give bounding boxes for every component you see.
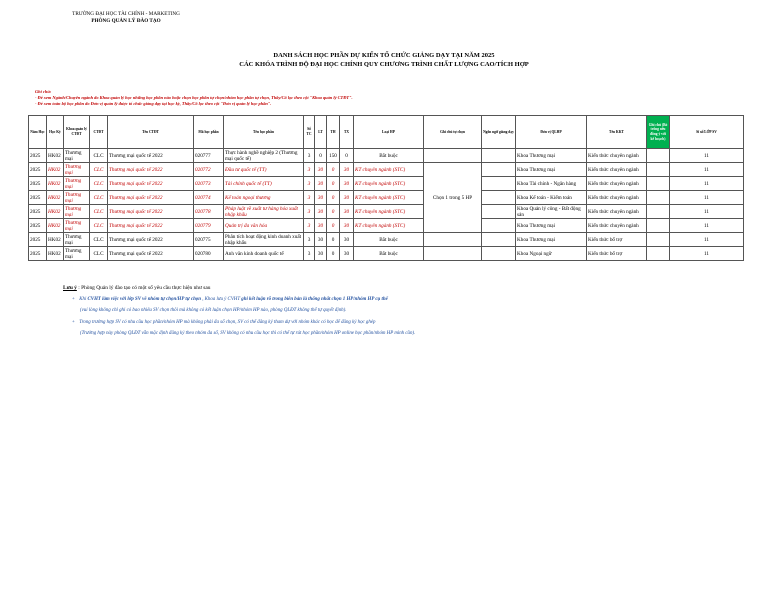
cell-term: HK02	[47, 247, 64, 261]
note-block	[35, 89, 353, 107]
cell-program-name: Thương mại quốc tế 2022	[108, 191, 194, 205]
org-header	[66, 11, 186, 25]
cell-course-name: Kế toán ngoại thương	[224, 191, 304, 205]
col-header[interactable]: Tên CTĐT	[108, 116, 194, 149]
cell-type: Bắt buộc	[354, 247, 424, 261]
col-header[interactable]: CTĐT	[90, 116, 108, 149]
cell-tx: 30	[340, 233, 354, 247]
cell-credits: 3	[304, 219, 315, 233]
bullet-2-text: Trong trường hợp SV có nhu cầu học phần/nhóm HP mà không phải đa số chọn, SV có thể đăng ký tham dự với nhóm khác có học để đăng ký học ghép	[79, 320, 376, 325]
cell-knowledge: Kiến thức chuyên ngành	[587, 177, 647, 191]
cell-faculty: Thương mại	[64, 219, 90, 233]
table-row[interactable]	[29, 233, 744, 247]
cell-course-code: 020780	[194, 247, 224, 261]
note-label: Ghi chú:	[35, 89, 52, 94]
cell-program: CLC	[90, 191, 108, 205]
cell-knowledge: Kiến thức chuyên ngành	[587, 149, 647, 163]
cell-remark[interactable]	[647, 191, 670, 205]
col-header[interactable]: Năm Học	[29, 116, 47, 149]
cell-class-size: 11	[670, 191, 744, 205]
cell-course-name: Pháp luật về xuất tư hàng hóa xuất nhập khẩu	[224, 205, 304, 219]
cell-credits: 3	[304, 233, 315, 247]
bullet-icon: +	[72, 320, 75, 325]
cell-program-name: Thương mại quốc tế 2022	[108, 149, 194, 163]
table-row[interactable]	[29, 191, 744, 205]
table-row[interactable]	[29, 149, 744, 163]
cell-program: CLC	[90, 149, 108, 163]
cell-class-size: 11	[670, 163, 744, 177]
cell-knowledge: Kiến thức bổ trợ	[587, 233, 647, 247]
cell-unit: Khoa Quản lý công - Bất động sản	[516, 205, 587, 219]
cell-term: HK02	[47, 177, 64, 191]
cell-type: KT chuyên ngành (STC)	[354, 219, 424, 233]
cell-knowledge: Kiến thức chuyên ngành	[587, 219, 647, 233]
cell-term: HK02	[47, 205, 64, 219]
col-header[interactable]: Sĩ số/LỚP SV	[670, 116, 744, 149]
cell-class-size: 11	[670, 219, 744, 233]
col-header[interactable]: Ngôn ngữ giảng dạy	[482, 116, 516, 149]
cell-faculty: Thương mại	[64, 163, 90, 177]
cell-course-code: 020777	[194, 149, 224, 163]
cell-unit: Khoa Thương mại	[516, 163, 587, 177]
cell-course-code: 020778	[194, 205, 224, 219]
cell-tx: 0	[340, 149, 354, 163]
bullet-1-a: Khi	[79, 297, 87, 302]
cell-program-name: Thương mại quốc tế 2022	[108, 219, 194, 233]
cell-type: Bắt buộc	[354, 149, 424, 163]
cell-remark[interactable]	[647, 163, 670, 177]
cell-language	[482, 149, 516, 163]
title-line1: DANH SÁCH HỌC PHẦN DỰ KIẾN TỔ CHỨC GIẢNG DẠY TẠI NĂM 2025	[273, 52, 495, 59]
table-row[interactable]	[29, 163, 744, 177]
table-row[interactable]	[29, 177, 744, 191]
office-name: PHÒNG QUẢN LÝ ĐÀO TẠO	[91, 18, 161, 24]
cell-class-size: 11	[670, 233, 744, 247]
cell-remark[interactable]	[647, 177, 670, 191]
col-header[interactable]: Khoa quản lý CTĐT	[64, 116, 90, 149]
cell-knowledge: Kiến thức chuyên ngành	[587, 163, 647, 177]
note-line2: - Để xem toàn bộ học phần do Đơn vị quản lý được tổ chức giảng dạy tại học kỳ, Thầy/Cô lọc theo cột "Đơn vị quản lý học phần".	[35, 101, 272, 106]
cell-lt: 30	[315, 191, 327, 205]
cell-credits: 3	[304, 247, 315, 261]
cell-type: KT chuyên ngành (STC)	[354, 163, 424, 177]
cell-class-size: 11	[670, 205, 744, 219]
cell-language	[482, 247, 516, 261]
cell-choice-note	[424, 149, 482, 163]
cell-knowledge: Kiến thức bổ trợ	[587, 247, 647, 261]
bullet-2	[72, 320, 375, 326]
cell-lt: 30	[315, 177, 327, 191]
cell-course-code: 020772	[194, 163, 224, 177]
bullet-1-detail: (vui lòng không chỉ ghi có bao nhiêu SV chọn thôi mà không có kết luận chọn HP/nhóm HP nào, phòng QLĐT không thể tự quyết định).	[80, 308, 347, 313]
note-heading-label: Lưu ý	[63, 285, 77, 291]
bullet-2-detail: (Trường hợp này phòng QLĐT vẫn mặc định đăng ký theo nhóm đa số, SV không có nhu cầu học thì có thể tự rút học phần/nhóm HP online học phần/nhóm HP mình cần).	[80, 331, 416, 336]
cell-course-name: Anh văn kinh doanh quốc tế	[224, 247, 304, 261]
cell-term: HK02	[47, 219, 64, 233]
col-header[interactable]: Số TC	[304, 116, 315, 149]
cell-program-name: Thương mại quốc tế 2022	[108, 205, 194, 219]
cell-unit: Khoa Tài chính - Ngân hàng	[516, 177, 587, 191]
cell-tx: 30	[340, 205, 354, 219]
cell-course-name: Tài chính quốc tế (TT)	[224, 177, 304, 191]
cell-faculty: Thương mại	[64, 233, 90, 247]
cell-language	[482, 163, 516, 177]
cell-lt: 30	[315, 205, 327, 219]
cell-tx: 30	[340, 219, 354, 233]
cell-language	[482, 219, 516, 233]
cell-remark[interactable]	[647, 233, 670, 247]
cell-choice-note	[424, 247, 482, 261]
cell-faculty: Thương mại	[64, 205, 90, 219]
table-row[interactable]	[29, 205, 744, 219]
cell-term: HK02	[47, 233, 64, 247]
cell-program-name: Thương mại quốc tế 2022	[108, 177, 194, 191]
cell-type: KT chuyên ngành (STC)	[354, 191, 424, 205]
table-row[interactable]	[29, 219, 744, 233]
cell-tx: 30	[340, 177, 354, 191]
bullet-1-c: , Khoa lưu ý CVHT	[202, 297, 241, 302]
cell-course-code: 020775	[194, 233, 224, 247]
cell-tx: 30	[340, 247, 354, 261]
cell-tx: 30	[340, 191, 354, 205]
col-header[interactable]: Tên học phần	[224, 116, 304, 149]
col-header[interactable]: LT	[315, 116, 327, 149]
cell-th: 0	[327, 247, 340, 261]
cell-course-code: 020779	[194, 219, 224, 233]
note-line1: - Để xem Ngành/Chuyên ngành do Khoa quản lý học những học phần nào hoặc chọn học phần tự chọn/nhóm học phần tự chọn, Thầy/Cô lọc theo cột "Khoa quản lý CTĐT".	[35, 95, 353, 100]
cell-language	[482, 177, 516, 191]
cell-faculty: Thương mại	[64, 177, 90, 191]
cell-th: 150	[327, 149, 340, 163]
col-header[interactable]: Ghi chú tự chọn	[424, 116, 482, 149]
col-header-highlight[interactable]: Ghi chú (Bỏ trống nếu đồng ý với kế hoạch)	[647, 116, 670, 149]
cell-credits: 3	[304, 163, 315, 177]
cell-tx: 30	[340, 163, 354, 177]
cell-year: 2025	[29, 191, 47, 205]
note-heading-text: : Phòng Quản lý đào tạo có một số yêu cầu thực hiện như sau	[78, 285, 211, 291]
cell-th: 0	[327, 177, 340, 191]
cell-program: CLC	[90, 163, 108, 177]
col-header[interactable]: Học Kỳ	[47, 116, 64, 149]
cell-program: CLC	[90, 177, 108, 191]
cell-course-name: Thực hành nghề nghiệp 2 (Thương mại quốc tế)	[224, 149, 304, 163]
cell-lt: 30	[315, 219, 327, 233]
bullet-1	[72, 297, 388, 303]
cell-language	[482, 205, 516, 219]
cell-course-name: Phân tích hoạt động kinh doanh xuất nhập khẩu	[224, 233, 304, 247]
page-title	[0, 51, 768, 69]
cell-remark[interactable]	[647, 247, 670, 261]
bullet-icon: +	[72, 297, 75, 302]
school-name: TRƯỜNG ĐẠI HỌC TÀI CHÍNH - MARKETING	[72, 11, 180, 17]
cell-unit: Khoa Thương mại	[516, 233, 587, 247]
col-header[interactable]: Loại HP	[354, 116, 424, 149]
col-header[interactable]: Đơn vị QLHP	[516, 116, 587, 149]
cell-unit: Khoa Thương mại	[516, 149, 587, 163]
cell-course-code: 020773	[194, 177, 224, 191]
cell-th: 0	[327, 233, 340, 247]
bullet-1-b: CVHT làm việc với lớp SV về nhóm tự chọn/HP tự chọn	[87, 297, 201, 302]
title-line2: CÁC KHÓA TRÌNH ĐỘ ĐẠI HỌC CHÍNH QUY CHƯƠNG TRÌNH CHẤT LƯỢNG CAO/TÍCH HỢP	[239, 61, 529, 68]
col-header[interactable]: TX	[340, 116, 354, 149]
cell-lt: 0	[315, 149, 327, 163]
cell-class-size: 11	[670, 247, 744, 261]
cell-remark[interactable]	[647, 149, 670, 163]
cell-credits: 3	[304, 205, 315, 219]
cell-program-name: Thương mại quốc tế 2022	[108, 247, 194, 261]
cell-type: KT chuyên ngành (STC)	[354, 205, 424, 219]
cell-credits: 3	[304, 177, 315, 191]
cell-year: 2025	[29, 247, 47, 261]
course-table	[28, 115, 744, 261]
cell-type: Bắt buộc	[354, 233, 424, 247]
cell-course-name: Quản trị đa văn hóa	[224, 219, 304, 233]
col-header[interactable]: Mã học phần	[194, 116, 224, 149]
cell-year: 2025	[29, 163, 47, 177]
cell-term: HK02	[47, 163, 64, 177]
cell-program: CLC	[90, 247, 108, 261]
cell-unit: Khoa Kế toán - Kiểm toán	[516, 191, 587, 205]
cell-program: CLC	[90, 205, 108, 219]
cell-type: KT chuyên ngành (STC)	[354, 177, 424, 191]
cell-year: 2025	[29, 233, 47, 247]
cell-language	[482, 233, 516, 247]
cell-term: HK02	[47, 191, 64, 205]
cell-program: CLC	[90, 219, 108, 233]
cell-credits: 3	[304, 149, 315, 163]
cell-class-size: 11	[670, 149, 744, 163]
cell-th: 0	[327, 219, 340, 233]
cell-unit: Khoa Thương mại	[516, 219, 587, 233]
col-header[interactable]: TH	[327, 116, 340, 149]
cell-credits: 3	[304, 191, 315, 205]
cell-lt: 30	[315, 163, 327, 177]
bullet-1-d: ghi kết luận rõ trong biên bản là thống nhất chọn 1 HP/nhóm HP cụ thể	[241, 297, 388, 302]
cell-course-code: 020774	[194, 191, 224, 205]
cell-term: HK02	[47, 149, 64, 163]
cell-year: 2025	[29, 205, 47, 219]
cell-remark[interactable]	[647, 219, 670, 233]
cell-faculty: Thương mại	[64, 247, 90, 261]
cell-faculty: Thương mại	[64, 191, 90, 205]
cell-lt: 30	[315, 247, 327, 261]
cell-class-size: 11	[670, 177, 744, 191]
cell-th: 0	[327, 191, 340, 205]
cell-course-name: Đầu tư quốc tế (TT)	[224, 163, 304, 177]
table-row[interactable]	[29, 247, 744, 261]
cell-th: 0	[327, 205, 340, 219]
table-header-row	[29, 116, 744, 149]
cell-language	[482, 191, 516, 205]
note-heading	[63, 285, 210, 291]
cell-choice-note: Chọn 1 trong 5 HP	[424, 163, 482, 233]
cell-program-name: Thương mại quốc tế 2022	[108, 163, 194, 177]
cell-year: 2025	[29, 177, 47, 191]
cell-year: 2025	[29, 149, 47, 163]
cell-remark[interactable]	[647, 205, 670, 219]
cell-knowledge: Kiến thức chuyên ngành	[587, 191, 647, 205]
cell-lt: 30	[315, 233, 327, 247]
cell-program-name: Thương mại quốc tế 2022	[108, 233, 194, 247]
cell-program: CLC	[90, 233, 108, 247]
cell-unit: Khoa Ngoại ngữ	[516, 247, 587, 261]
cell-th: 0	[327, 163, 340, 177]
cell-choice-note	[424, 233, 482, 247]
cell-faculty: Thương mại	[64, 149, 90, 163]
col-header[interactable]: Tên KKT	[587, 116, 647, 149]
cell-knowledge: Kiến thức chuyên ngành	[587, 205, 647, 219]
cell-year: 2025	[29, 219, 47, 233]
